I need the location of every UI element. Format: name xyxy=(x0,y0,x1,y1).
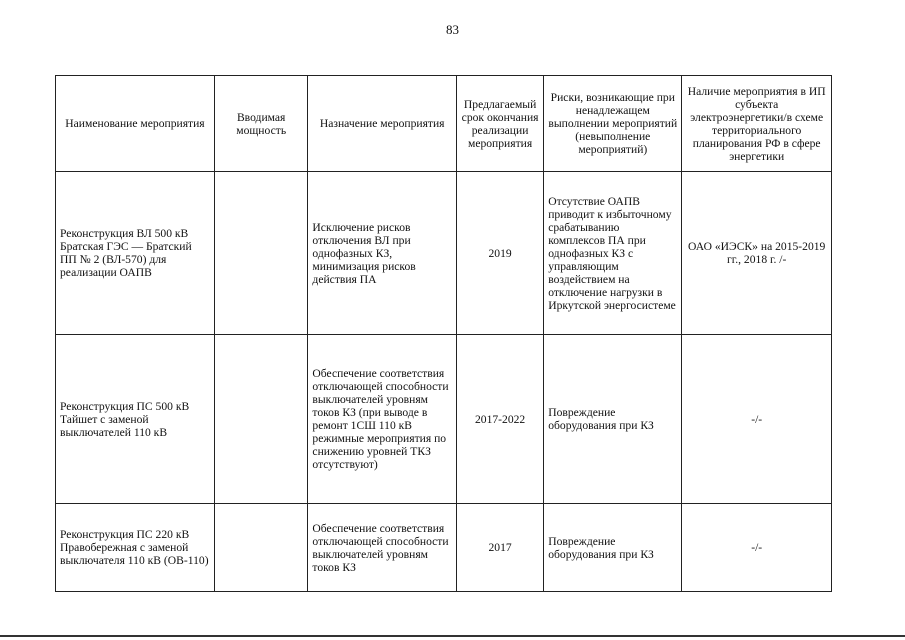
cell-risk: Повреждение оборудования при КЗ xyxy=(544,504,682,592)
cell-power xyxy=(214,504,307,592)
cell-ip: -/- xyxy=(682,335,832,504)
table-header-row xyxy=(56,76,832,172)
cell-power xyxy=(214,172,307,335)
table-row xyxy=(56,335,832,504)
table-row xyxy=(56,172,832,335)
cell-name: Реконструкция ВЛ 500 кВ Братская ГЭС — Братский ПП № 2 (ВЛ-570) для реализации ОАПВ xyxy=(56,172,215,335)
header-measure-name: Наименование мероприятия xyxy=(56,76,215,172)
cell-risk: Повреждение оборудования при КЗ xyxy=(544,335,682,504)
cell-power xyxy=(214,335,307,504)
header-risks: Риски, возникающие при ненадлежащем выполнении мероприятий (невыполнение мероприятий) xyxy=(544,76,682,172)
cell-name: Реконструкция ПС 220 кВ Правобережная с заменой выключателя 110 кВ (ОВ-110) xyxy=(56,504,215,592)
cell-ip: -/- xyxy=(682,504,832,592)
cell-name: Реконструкция ПС 500 кВ Тайшет с заменой выключателей 110 кВ xyxy=(56,335,215,504)
cell-risk: Отсутствие ОАПВ приводит к избыточному срабатыванию комплексов ПА при однофазных КЗ с управляющим воздействием на отключение нагрузки в Иркутской энергосистеме xyxy=(544,172,682,335)
table-row xyxy=(56,504,832,592)
cell-purpose: Обеспечение соответствия отключающей способности выключателей уровням токов КЗ (при выводе в ремонт 1СШ 110 кВ режимные мероприятия по снижению уровней ТКЗ отсутствуют) xyxy=(308,335,457,504)
measures-table xyxy=(55,75,832,592)
header-power: Вводимая мощность xyxy=(214,76,307,172)
cell-purpose: Исключение рисков отключения ВЛ при однофазных КЗ, минимизация рисков действия ПА xyxy=(308,172,457,335)
cell-ip: ОАО «ИЭСК» на 2015-2019 гг., 2018 г. /- xyxy=(682,172,832,335)
cell-term: 2019 xyxy=(456,172,543,335)
header-ip-presence: Наличие мероприятия в ИП субъекта электроэнергетики/в схеме территориального планирования РФ в сфере энергетики xyxy=(682,76,832,172)
cell-purpose: Обеспечение соответствия отключающей способности выключателей уровням токов КЗ xyxy=(308,504,457,592)
page-number: 83 xyxy=(446,22,459,37)
cell-term: 2017-2022 xyxy=(456,335,543,504)
scan-edge-line xyxy=(0,635,905,637)
header-purpose: Назначение мероприятия xyxy=(308,76,457,172)
header-term: Предлагаемый срок окончания реализации мероприятия xyxy=(456,76,543,172)
cell-term: 2017 xyxy=(456,504,543,592)
